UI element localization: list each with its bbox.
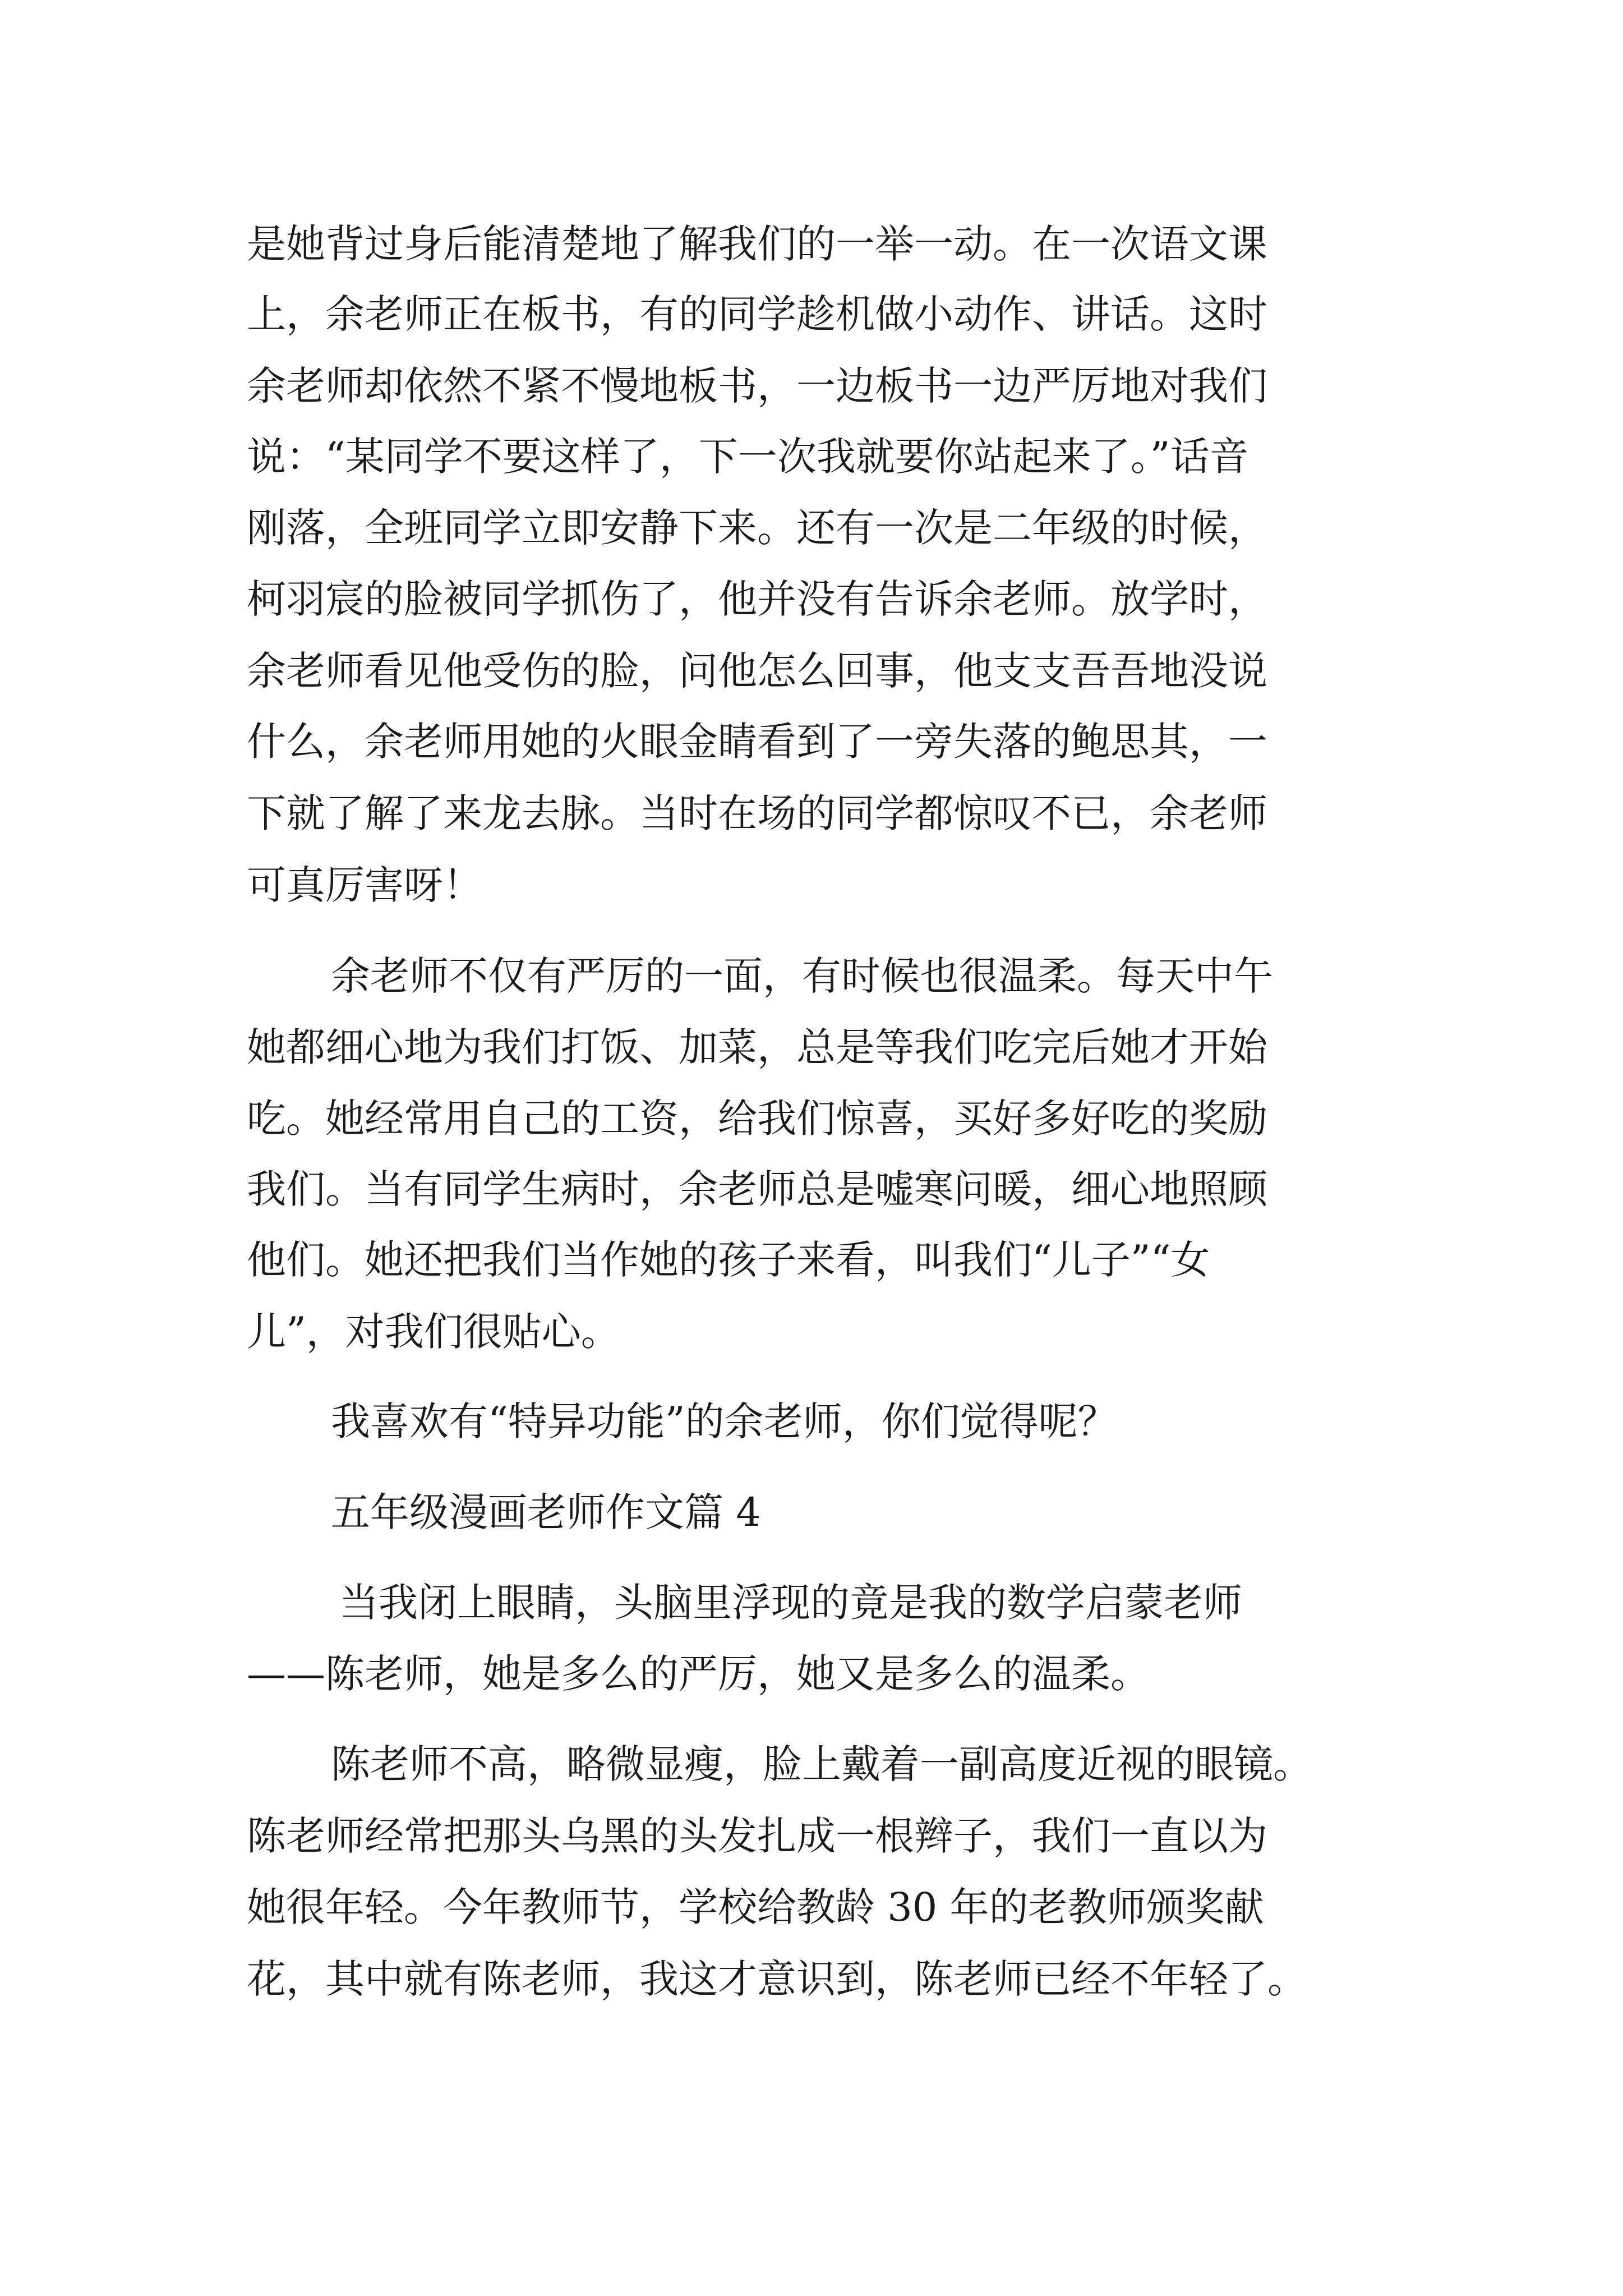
body-text-line: 花，其中就有陈老师，我这才意识到，陈老师已经不年轻了。 [247,1956,1307,2002]
body-text-line: 刚落，全班同学立即安静下来。还有一次是二年级的时候， [247,505,1267,551]
body-text-line: 余老师却依然不紧不慢地板书，一边板书一边严厉地对我们 [247,363,1267,409]
paragraph-first-line: 陈老师不高，略微显瘦，脸上戴着一副高度近视的眼镜。 [331,1741,1312,1787]
body-text-line: 下就了解了来龙去脉。当时在场的同学都惊叹不已，余老师 [247,790,1267,836]
body-text-line: 她都细心地为我们打饭、加菜，总是等我们吃完后她才开始 [247,1024,1267,1070]
body-text-line: 说：“某同学不要这样了，下一次我就要你站起来了。”话音 [247,434,1249,480]
body-text-line: 我们。当有同学生病时，余老师总是嘘寒问暖，细心地照顾 [247,1166,1267,1212]
body-text-line: 上，余老师正在板书，有的同学趁机做小动作、讲话。这时 [247,291,1267,337]
body-text-line: 她很年轻。今年教师节，学校给教龄 30 年的老教师颁奖献 [247,1884,1264,1930]
body-text-line: 他们。她还把我们当作她的孩子来看，叫我们“儿子”“女 [247,1237,1210,1283]
body-text-line: 什么，余老师用她的火眼金睛看到了一旁失落的鲍思其，一 [247,719,1267,765]
body-text-line: 吃。她经常用自己的工资，给我们惊喜，买好多好吃的奖励 [247,1096,1267,1142]
body-text-line: 柯羽宸的脸被同学抓伤了，他并没有告诉余老师。放学时， [247,576,1267,622]
paragraph-first-line: 我喜欢有“特异功能”的余老师，你们觉得呢？ [331,1398,1117,1444]
section-heading: 五年级漫画老师作文篇 4 [331,1489,761,1535]
body-text-line: 是她背过身后能清楚地了解我们的一举一动。在一次语文课 [247,221,1267,267]
paragraph-first-line: 余老师不仅有严厉的一面，有时候也很温柔。每天中午 [331,953,1273,999]
body-text-line: 陈老师经常把那头乌黑的头发扎成一根辫子，我们一直以为 [247,1813,1267,1859]
body-text-line: 可真厉害呀！ [247,862,482,908]
body-text-line: ——陈老师，她是多么的严厉，她又是多么的温柔。 [247,1651,1150,1697]
paragraph-first-line: 当我闭上眼睛，头脑里浮现的竟是我的数学启蒙老师 [339,1580,1242,1626]
body-text-line: 儿”，对我们很贴心。 [247,1309,620,1355]
body-text-line: 余老师看见他受伤的脸，问他怎么回事，他支支吾吾地没说 [247,648,1267,694]
